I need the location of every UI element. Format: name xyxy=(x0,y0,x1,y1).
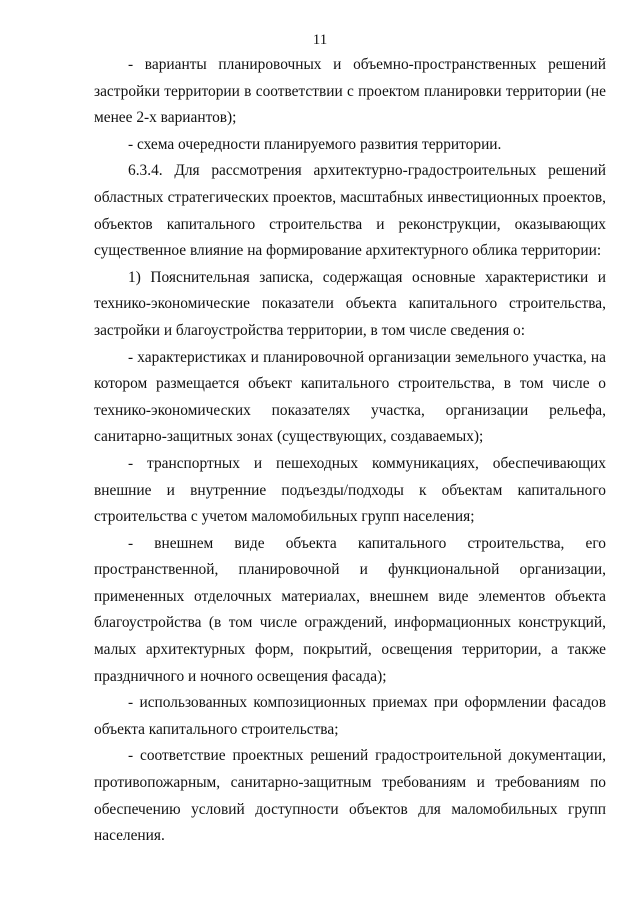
paragraph-section-6-3-4: 6.3.4. Для рассмотрения архитектурно-градостроительных решений областных стратегических проектов, масштабных инвестиционных проектов, объектов капитального строительства и реконструкции, оказывающих существенное влияние на формирование архитектурного облика территории: xyxy=(94,162,606,260)
paragraph-transport: - транспортных и пешеходных коммуникациях, обеспечивающих внешние и внутренние подъезды/подходы к объектам капитального строительства с учетом маломобильных групп населения; xyxy=(94,454,606,526)
paragraph-explanatory-note: 1) Пояснительная записка, содержащая основные характеристики и технико-экономические показатели объекта капитального строительства, застройки и благоустройства территории, в том числе сведения о: xyxy=(94,268,606,339)
paragraph-land-plot: - характеристиках и планировочной организации земельного участка, на котором размещается объект капитального строительства, в том числе о технико-экономических показателях участка, организации рельефа, санитарно-защитных зонах (существующих, создаваемых); xyxy=(94,348,606,446)
page-number: 11 xyxy=(312,32,328,48)
paragraph-appearance: - внешнем виде объекта капитального строительства, его пространственной, планировочной и функциональной организации, примененных отделочных материалах, внешнем виде элементов объекта благоустройства (в том числе ограждений, информационных конструкций, малых архитектурных форм, покрытий, освещения территории, а также праздничного и ночного освещения фасада); xyxy=(94,534,606,685)
paragraph-compliance: - соответствие проектных решений градостроительной документации, противопожарным, санитарно-защитным требованиям и требованиям по обеспечению условий доступности объектов для маломобильных групп населения. xyxy=(94,747,606,845)
paragraph-planning-variants: - варианты планировочных и объемно-пространственных решений застройки территории в соответствии с проектом планировки территории (не менее 2-х вариантов); xyxy=(94,56,606,127)
paragraph-compositional-techniques: - использованных композиционных приемах при оформлении фасадов объекта капитального строительства; xyxy=(94,694,606,738)
document-body xyxy=(94,52,606,850)
paragraph-development-scheme: - схема очередности планируемого развития территории. xyxy=(128,135,502,153)
